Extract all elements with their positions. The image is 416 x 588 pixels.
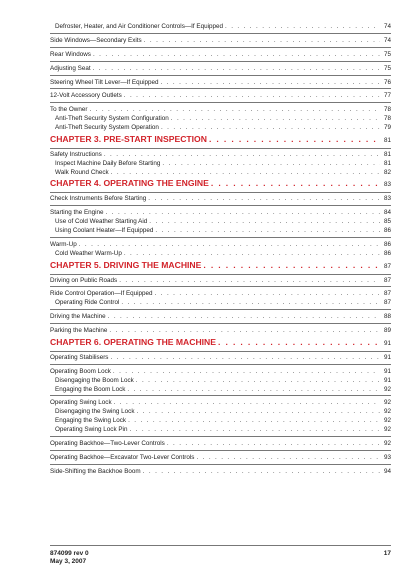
toc-page-number: 77 — [383, 92, 391, 100]
toc-entry-title: CHAPTER 3. PRE-START INSPECTION — [50, 133, 207, 144]
dot-leader — [109, 327, 380, 334]
toc-entry[interactable] — [50, 218, 391, 225]
toc-entry[interactable] — [50, 368, 391, 375]
toc-page-number: 78 — [383, 115, 391, 123]
toc-entry[interactable] — [50, 151, 391, 158]
dot-leader — [79, 241, 380, 248]
dot-leader — [93, 65, 380, 72]
dot-leader — [203, 260, 380, 270]
toc-entry[interactable] — [50, 160, 391, 167]
toc-entry[interactable] — [50, 209, 391, 216]
toc-entry[interactable] — [50, 327, 391, 334]
dot-leader — [110, 354, 380, 361]
dot-leader — [161, 79, 380, 86]
dot-leader — [136, 408, 380, 415]
toc-entry-title: Use of Cold Weather Starting Aid — [55, 218, 148, 226]
toc-page-number: 88 — [383, 313, 391, 321]
toc-entry[interactable] — [50, 417, 391, 424]
toc-page-number: 84 — [383, 209, 391, 217]
toc-entry-title: Check Instruments Before Starting — [50, 195, 147, 203]
toc-page-number: 91 — [383, 339, 391, 347]
toc-entry-title: Defroster, Heater, and Air Conditioner Controls—If Equipped — [55, 23, 224, 30]
footer-divider — [50, 545, 391, 546]
toc-entry[interactable] — [50, 454, 391, 461]
toc-entry-title: Parking the Machine — [50, 327, 108, 335]
toc-page-number: 89 — [383, 327, 391, 335]
dot-leader — [104, 151, 380, 158]
toc-entry-title: Engaging the Swing Lock — [55, 417, 127, 425]
toc-page-number: 74 — [383, 23, 391, 30]
toc-page-number: 87 — [383, 276, 391, 284]
toc-entry[interactable] — [50, 195, 391, 202]
toc-entry[interactable] — [50, 115, 391, 122]
toc-page-number: 93 — [383, 454, 391, 462]
toc-page-number: 92 — [383, 440, 391, 448]
dot-leader — [171, 115, 380, 122]
dot-leader — [196, 454, 380, 461]
toc-entry-title: Starting the Engine — [50, 209, 104, 217]
dot-leader — [143, 468, 380, 475]
toc-page-number: 91 — [383, 353, 391, 361]
toc-entry-title: Using Coolant Heater—If Equipped — [55, 227, 154, 235]
dot-leader — [127, 386, 380, 393]
toc-entry[interactable] — [50, 299, 391, 306]
toc-page-number: 87 — [383, 262, 391, 270]
toc-entry-title: Cold Weather Warm-Up — [55, 250, 122, 257]
toc-page-number: 91 — [383, 367, 391, 375]
toc-entry[interactable] — [50, 426, 391, 433]
dot-leader — [218, 337, 380, 347]
toc-page-number: 81 — [383, 159, 391, 167]
toc-entry-title: Rear Windows — [50, 50, 91, 58]
toc-entry[interactable] — [50, 440, 391, 447]
toc-page-number: 91 — [383, 376, 391, 384]
toc-entry-title: Disengaging the Swing Lock — [55, 408, 135, 416]
toc-page-number: 81 — [383, 150, 391, 158]
footer-doc-info — [50, 550, 89, 566]
toc-entry-title: Operating Backhoe—Excavator Two-Lever Controls — [50, 454, 195, 462]
toc-entry-title: Ride Control Operation—If Equipped — [50, 290, 153, 298]
dot-leader — [89, 106, 380, 113]
dot-leader — [149, 218, 380, 225]
toc-chapter-heading[interactable] — [50, 260, 391, 272]
toc-entry-title: Side-Shifting the Backhoe Boom — [50, 468, 141, 475]
toc-entry[interactable] — [50, 377, 391, 384]
toc-entry-title: Side Windows—Secondary Exits — [50, 36, 142, 44]
toc-entry-title: Safety Instructions — [50, 150, 102, 158]
dot-leader — [161, 124, 380, 131]
toc-entry[interactable] — [50, 250, 391, 257]
toc-page-number: 85 — [383, 218, 391, 226]
dot-leader — [162, 160, 380, 167]
toc-entry[interactable] — [50, 399, 391, 406]
toc-page-number: 92 — [383, 408, 391, 416]
toc-page-number: 74 — [383, 36, 391, 44]
toc-page-number: 76 — [383, 78, 391, 86]
toc-entry[interactable] — [50, 227, 391, 234]
toc-page-number: 79 — [383, 124, 391, 132]
toc-entry[interactable] — [50, 241, 391, 248]
dot-leader — [225, 23, 380, 30]
toc-entry-title: CHAPTER 5. DRIVING THE MACHINE — [50, 259, 202, 270]
table-of-contents — [50, 23, 391, 475]
toc-entry-title: Operating Swing Lock — [50, 399, 112, 407]
toc-entry-title: 12-Volt Accessory Outlets — [50, 92, 122, 100]
dot-leader — [155, 290, 380, 297]
toc-entry-title: CHAPTER 6. OPERATING THE MACHINE — [50, 336, 216, 347]
toc-page-number: 92 — [383, 399, 391, 407]
toc-entry-title: Anti-Theft Security System Configuration — [55, 115, 169, 123]
dot-leader — [209, 134, 380, 144]
toc-page-number: 87 — [383, 290, 391, 298]
toc-page-number: 94 — [383, 468, 391, 475]
page-number: 17 — [383, 550, 391, 557]
toc-entry-title: Engaging the Boom Lock — [55, 385, 126, 393]
toc-entry[interactable] — [50, 65, 391, 72]
toc-entry[interactable] — [50, 386, 391, 393]
toc-chapter-heading[interactable] — [50, 178, 391, 190]
toc-page-number: 86 — [383, 250, 391, 257]
toc-entry-title: CHAPTER 4. OPERATING THE ENGINE — [50, 178, 209, 189]
toc-entry-title: Adjusting Seat — [50, 64, 91, 72]
toc-entry[interactable] — [50, 79, 391, 86]
toc-entry[interactable] — [50, 408, 391, 415]
toc-entry[interactable] — [50, 37, 391, 44]
doc-date: May 3, 2007 — [50, 558, 87, 565]
dot-leader — [93, 51, 380, 58]
toc-page-number: 75 — [383, 50, 391, 58]
toc-entry[interactable] — [50, 169, 391, 176]
dot-leader — [106, 209, 380, 216]
toc-entry[interactable] — [50, 354, 391, 361]
toc-page-number: 83 — [383, 181, 391, 189]
dot-leader — [121, 299, 380, 306]
toc-page-number: 92 — [383, 417, 391, 425]
dot-leader — [136, 377, 380, 384]
doc-number: 874099 rev 0 — [50, 550, 89, 557]
toc-entry[interactable] — [50, 290, 391, 297]
toc-entry-title: Walk Round Check — [55, 168, 109, 176]
toc-entry[interactable] — [50, 313, 391, 320]
dot-leader — [113, 368, 380, 375]
toc-page-number: 78 — [383, 106, 391, 114]
toc-entry[interactable] — [50, 92, 391, 99]
dot-leader — [124, 250, 380, 257]
dot-leader — [114, 399, 380, 406]
toc-page-number: 86 — [383, 241, 391, 248]
toc-entry-title: Anti-Theft Security System Operation — [55, 124, 159, 132]
dot-leader — [124, 92, 380, 99]
toc-page-number: 92 — [383, 385, 391, 393]
toc-entry[interactable] — [50, 468, 391, 475]
dot-leader — [155, 227, 380, 234]
dot-leader — [211, 178, 380, 188]
toc-entry-title: Disengaging the Boom Lock — [55, 376, 134, 384]
toc-entry-title: Driving the Machine — [50, 313, 106, 321]
toc-entry[interactable] — [50, 106, 391, 113]
toc-page-number: 92 — [383, 426, 391, 434]
toc-page-number: 86 — [383, 227, 391, 235]
dot-leader — [108, 313, 380, 320]
toc-entry-title: To the Owner — [50, 106, 88, 114]
toc-entry[interactable] — [50, 277, 391, 284]
dot-leader — [119, 277, 380, 284]
toc-page-number: 82 — [383, 168, 391, 176]
dot-leader — [111, 169, 380, 176]
dot-leader — [144, 37, 380, 44]
toc-entry[interactable] — [50, 23, 391, 30]
dot-leader — [148, 195, 380, 202]
toc-entry-title: Operating Boom Lock — [50, 367, 111, 375]
dot-leader — [167, 440, 380, 447]
dot-leader — [128, 417, 380, 424]
toc-entry-title: Driving on Public Roads — [50, 276, 118, 284]
toc-chapter-heading[interactable] — [50, 337, 391, 349]
toc-page-number: 81 — [383, 136, 391, 144]
dot-leader — [129, 426, 380, 433]
toc-entry[interactable] — [50, 124, 391, 131]
toc-entry-title: Operating Stabilisers — [50, 353, 109, 361]
toc-entry-title: Operating Swing Lock Pin — [55, 426, 128, 434]
toc-chapter-heading[interactable] — [50, 134, 391, 146]
toc-entry-title: Operating Backhoe—Two-Lever Controls — [50, 440, 165, 448]
toc-entry-title: Inspect Machine Daily Before Starting — [55, 159, 161, 167]
toc-page-number: 75 — [383, 64, 391, 72]
toc-page-number: 83 — [383, 195, 391, 203]
toc-entry[interactable] — [50, 51, 391, 58]
toc-page-number: 87 — [383, 299, 391, 307]
toc-entry-title: Operating Ride Control — [55, 299, 120, 307]
toc-entry-title: Warm-Up — [50, 241, 77, 248]
toc-entry-title: Steering Wheel Tilt Lever—If Equipped — [50, 78, 159, 86]
